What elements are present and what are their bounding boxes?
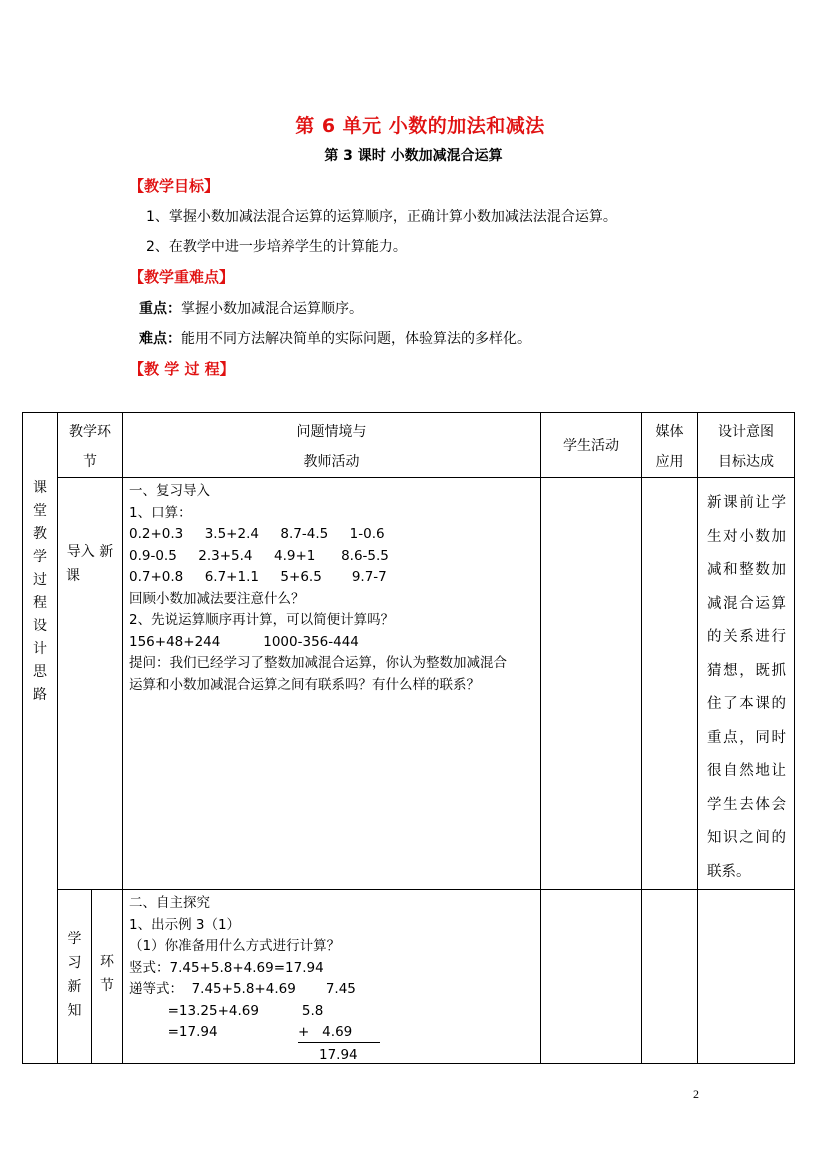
difficult-label: 难点： bbox=[139, 331, 181, 347]
content-line: 0.2+0.3 3.5+2.4 8.7-4.5 1-0.6 bbox=[129, 526, 385, 542]
content-line: 二、自主探究 bbox=[129, 895, 210, 911]
intro-design-intent bbox=[698, 478, 795, 890]
content-line: （1）你准备用什么方式进行计算？ bbox=[129, 938, 341, 954]
header-problem-line2: 教师活动 bbox=[303, 454, 360, 470]
content-line: 1、出示例 3（1） bbox=[129, 916, 241, 933]
stage-char: 环 bbox=[100, 954, 114, 970]
stage-link bbox=[92, 890, 123, 1064]
classroom-design-label bbox=[23, 413, 58, 1064]
document-subtitle: 第 3 课时 小数加减混合运算 bbox=[324, 148, 503, 164]
header-design-line2: 目标达成 bbox=[718, 454, 774, 470]
content-line: =13.25+4.69 5.8 bbox=[129, 1002, 324, 1019]
stage-intro-line2: 课 bbox=[66, 568, 80, 584]
design-line: 猜想，既抓 bbox=[707, 662, 786, 679]
stage-new-knowledge bbox=[58, 890, 92, 1064]
intro-media bbox=[642, 478, 698, 890]
design-line: 减混合运算 bbox=[707, 595, 786, 612]
design-line: 减和整数加 bbox=[707, 562, 786, 578]
content-line: 2、先说运算顺序再计算，可以简便计算吗？ bbox=[129, 612, 395, 628]
vertical-char: 学 bbox=[33, 549, 47, 565]
vertical-char: 设 bbox=[33, 618, 47, 634]
goals-heading: 【教学目标】 bbox=[129, 177, 220, 195]
vertical-char: 教 bbox=[33, 526, 47, 542]
difficult-text: 能用不同方法解决简单的实际问题，体验算法的多样化。 bbox=[181, 331, 531, 347]
stage-char: 知 bbox=[67, 1003, 82, 1019]
design-line-last: 联系。 bbox=[707, 863, 751, 880]
vertical-char: 过 bbox=[33, 572, 47, 588]
stage-intro-line1: 导入 新 bbox=[66, 544, 114, 560]
design-line: 的关系进行 bbox=[707, 629, 786, 645]
header-media bbox=[642, 413, 698, 478]
header-stage-line2: 节 bbox=[83, 454, 97, 470]
intro-content bbox=[123, 478, 541, 890]
vertical-char: 路 bbox=[33, 687, 47, 703]
stage-char: 节 bbox=[100, 978, 114, 994]
vertical-char: 思 bbox=[33, 664, 47, 680]
stage-char: 习 bbox=[67, 955, 82, 971]
header-design bbox=[698, 413, 795, 478]
page-number: 2 bbox=[693, 1087, 699, 1101]
process-heading: 【教 学 过 程】 bbox=[129, 360, 235, 378]
header-media-line2: 应用 bbox=[655, 454, 684, 470]
explore-student-activity bbox=[541, 890, 642, 1064]
header-media-line1: 媒体 bbox=[655, 424, 684, 440]
content-line: 递等式： 7.45+5.8+4.69 7.45 bbox=[129, 981, 356, 997]
vertical-char: 程 bbox=[33, 595, 47, 611]
design-line: 新课前让学 bbox=[707, 495, 786, 511]
explore-content bbox=[123, 890, 541, 1064]
content-line: 一、复习导入 bbox=[129, 483, 210, 499]
content-line: 竖式：7.45+5.8+4.69=17.94 bbox=[129, 959, 324, 976]
goal-2: 2、在教学中进一步培养学生的计算能力。 bbox=[146, 239, 407, 255]
content-line: 0.7+0.8 6.7+1.1 5+6.5 9.7-7 bbox=[129, 569, 387, 585]
content-line: 156+48+244 1000-356-444 bbox=[129, 633, 359, 650]
explore-design-intent bbox=[698, 890, 795, 1064]
header-problem bbox=[123, 413, 541, 478]
stage-char: 学 bbox=[67, 931, 82, 947]
header-design-line1: 设计意图 bbox=[718, 424, 774, 440]
lesson-process-table bbox=[22, 412, 795, 1064]
header-stage bbox=[58, 413, 123, 478]
key-text: 掌握小数加减混合运算顺序。 bbox=[181, 301, 363, 317]
key-difficult-heading: 【教学重难点】 bbox=[129, 268, 235, 286]
content-line: 回顾小数加减法要注意什么？ bbox=[129, 590, 305, 607]
key-label: 重点： bbox=[139, 301, 181, 317]
vertical-char: 课 bbox=[33, 480, 47, 496]
content-line: 运算和小数加减混合运算之间有联系吗？有什么样的联系？ bbox=[129, 676, 480, 693]
vertical-result: 17.94 bbox=[319, 1047, 358, 1063]
header-stage-line1: 教学环 bbox=[69, 424, 111, 440]
design-line: 知识之间的 bbox=[707, 830, 786, 846]
content-line: =17.94 bbox=[129, 1024, 218, 1040]
content-line: 0.9-0.5 2.3+5.4 4.9+1 8.6-5.5 bbox=[129, 547, 389, 564]
difficult-point bbox=[139, 328, 531, 348]
vertical-char: 堂 bbox=[33, 503, 47, 519]
design-line: 生对小数加 bbox=[707, 528, 786, 545]
intro-student-activity bbox=[541, 478, 642, 890]
document-title: 第 6 单元 小数的加法和减法 bbox=[295, 115, 545, 137]
header-problem-line1: 问题情境与 bbox=[296, 424, 367, 440]
key-point bbox=[139, 298, 363, 318]
explore-media bbox=[642, 890, 698, 1064]
vertical-char: 计 bbox=[33, 641, 47, 657]
design-line: 住了本课的 bbox=[707, 696, 786, 712]
vertical-addend-line: + 4.69 bbox=[298, 1022, 380, 1043]
design-line: 学生去体会 bbox=[707, 796, 786, 813]
design-line: 很自然地让 bbox=[707, 763, 786, 779]
stage-intro bbox=[58, 478, 123, 890]
goal-1: 1、掌握小数加减法混合运算的运算顺序，正确计算小数加减法法混合运算。 bbox=[146, 209, 617, 225]
stage-char: 新 bbox=[67, 979, 82, 995]
content-line: 1、口算： bbox=[129, 504, 192, 521]
content-line: 提问：我们已经学习了整数加减混合运算，你认为整数加减混合 bbox=[129, 655, 507, 671]
header-student: 学生活动 bbox=[541, 413, 642, 478]
design-line: 重点，同时 bbox=[707, 729, 786, 746]
